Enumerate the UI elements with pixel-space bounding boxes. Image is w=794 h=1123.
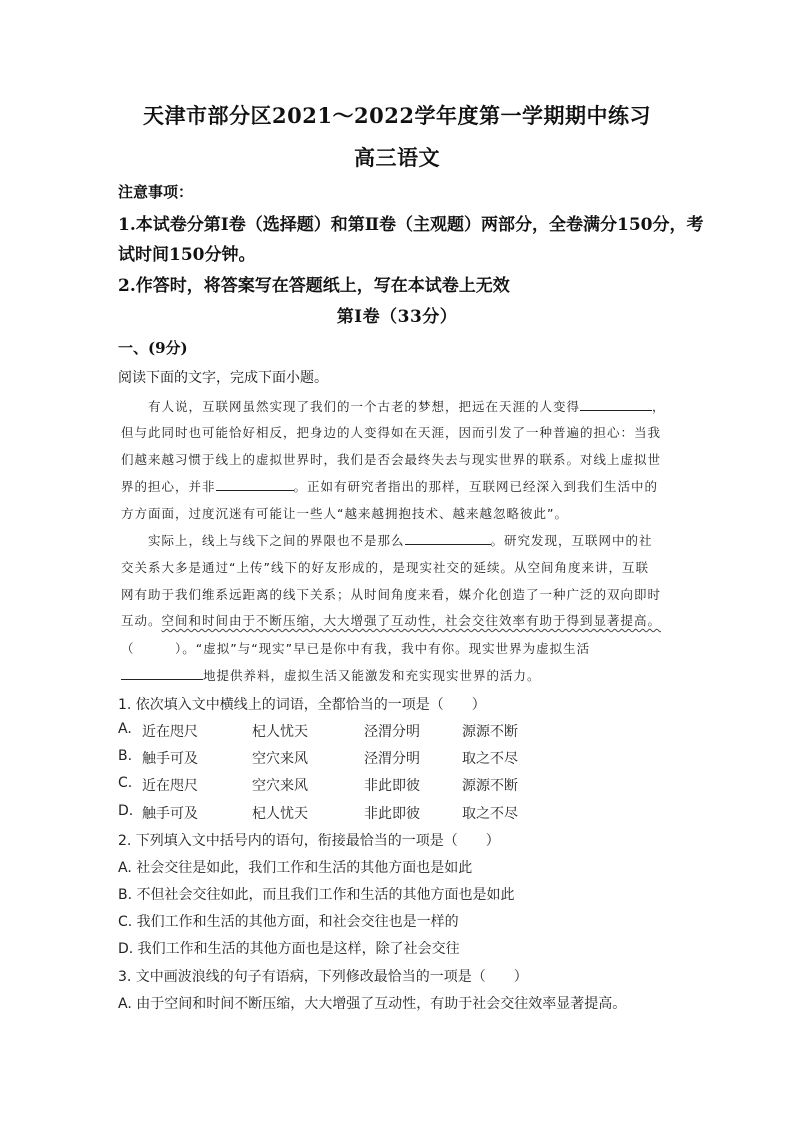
option-label: B. <box>118 748 133 764</box>
passage-text: 有人说，互联网虽然实现了我们的一个古老的梦想，把远在天涯的人变得 <box>148 399 581 414</box>
question-2-stem: 2. 下列填入文中括号内的语句，衔接最恰当的一项是（ ） <box>118 833 500 849</box>
notes-heading: 注意事项： <box>118 183 194 201</box>
question-2-option-d[interactable]: D. 我们工作和生活的其他方面也是这样，除了社会交往 <box>118 941 460 957</box>
passage-line <box>121 477 671 495</box>
passage-line <box>148 397 698 415</box>
option-word: 取之不尽 <box>462 806 518 822</box>
exam-title: 天津市部分区2021～2022学年度第一学期期中练习 <box>143 103 651 128</box>
fill-blank-4 <box>121 667 203 680</box>
exam-subject: 高三语文 <box>354 145 440 170</box>
passage-text: 互动。 <box>121 613 162 628</box>
option-word: 泾渭分明 <box>364 751 420 767</box>
passage-text: 。正如有研究者指出的那样，互联网已经深入到我们生活中的 <box>293 479 659 494</box>
passage-line: 交关系大多是通过“上传”线下的好友形成的，是现实社交的延续。从空间角度来讲，互联 <box>121 560 649 575</box>
question-1-stem: 1. 依次填入文中横线上的词语，全都恰当的一项是（ ） <box>118 697 486 713</box>
option-word: 源源不断 <box>462 778 518 794</box>
passage-text: 实际上，线上与线下之间的界限也不是那么 <box>148 533 405 548</box>
question-2-option-a[interactable]: A. 社会交往是如此，我们工作和生活的其他方面也是如此 <box>118 860 473 876</box>
passage-line <box>121 666 671 684</box>
passage-line: 网有助于我们维系远距离的线下关系；从时间角度来看，媒介化创造了一种广泛的双向即时 <box>121 587 662 602</box>
notes-item-1-line-1: 1.本试卷分第Ⅰ卷（选择题）和第Ⅱ卷（主观题）两部分，全卷满分150分，考 <box>118 215 704 235</box>
part-heading: 一、(9分) <box>118 339 188 357</box>
option-word: 触手可及 <box>142 806 198 822</box>
option-label: A. <box>118 721 132 737</box>
option-word: 空穴来风 <box>252 778 308 794</box>
passage-text: 地提供养料，虚拟生活又能激发和充实现实世界的活力。 <box>203 668 541 683</box>
question-3-stem: 3. 文中画波浪线的句子有语病，下列修改最恰当的一项是（ ） <box>118 969 528 985</box>
option-word: 非此即彼 <box>364 806 420 822</box>
reading-instruction: 阅读下面的文字，完成下面小题。 <box>118 370 328 386</box>
passage-line <box>148 531 698 549</box>
passage-text: 。研究发现，互联网中的社 <box>490 533 653 548</box>
fill-blank-2 <box>216 478 294 491</box>
option-word: 泾渭分明 <box>364 724 420 740</box>
passage-text: ， <box>652 399 666 414</box>
fill-blank-3 <box>405 532 491 545</box>
fill-blank-1 <box>580 398 652 411</box>
passage-line: 但与此同时也可能恰好相反，把身边的人变得如在天涯，因而引发了一种普遍的担心：当我 <box>121 425 662 440</box>
notes-item-1-line-2: 试时间150分钟。 <box>118 245 256 265</box>
notes-item-2: 2.作答时，将答案写在答题纸上，写在本试卷上无效 <box>118 276 510 296</box>
passage-text: 界的担心，并非 <box>121 479 216 494</box>
option-word: 空穴来风 <box>252 751 308 767</box>
option-word: 源源不断 <box>462 724 518 740</box>
option-word: 取之不尽 <box>462 751 518 767</box>
passage-line <box>121 611 671 629</box>
option-word: 非此即彼 <box>364 778 420 794</box>
option-label: D. <box>118 803 134 819</box>
question-2-option-b[interactable]: B. 不但社会交往如此，而且我们工作和生活的其他方面也是如此 <box>118 887 515 903</box>
question-2-option-c[interactable]: C. 我们工作和生活的其他方面，和社会交往也是一样的 <box>118 914 459 930</box>
option-word: 杞人忧天 <box>252 724 308 740</box>
option-word: 杞人忧天 <box>252 806 308 822</box>
wavy-underlined-sentence: 空间和时间由于不断压缩，大大增强了互动性，社会交往效率有助于得到显著提高。 <box>161 613 662 628</box>
passage-line: 方方面面，过度沉迷有可能让一些人“越来越拥抱技术、越来越忽略彼此”。 <box>121 506 568 521</box>
section-title: 第Ⅰ卷（33分） <box>336 307 458 327</box>
passage-line: （ ）。“虚拟”与“现实”早已是你中有我，我中有你。现实世界为虚拟生活 <box>121 641 591 656</box>
passage-line: 们越来越习惯于线上的虚拟世界时，我们是否会最终失去与现实世界的联系。对线上虚拟世 <box>121 452 662 467</box>
option-word: 近在咫尺 <box>142 724 198 740</box>
option-word: 近在咫尺 <box>142 778 198 794</box>
question-3-option-a[interactable]: A. 由于空间和时间不断压缩，大大增强了互动性，有助于社会交往效率显著提高。 <box>118 996 627 1012</box>
option-label: C. <box>118 775 133 791</box>
option-word: 触手可及 <box>142 751 198 767</box>
